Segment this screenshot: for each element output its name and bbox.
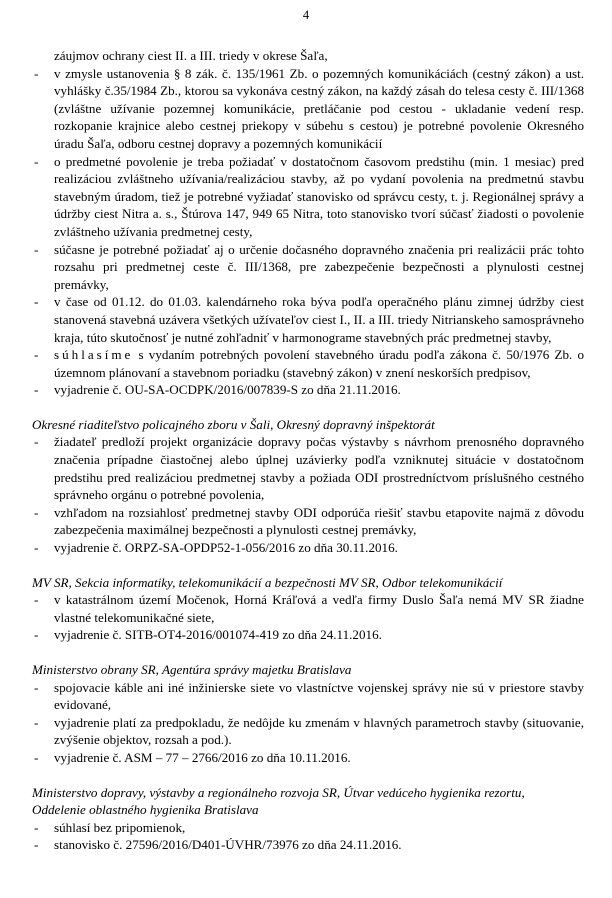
list-item-reference: - vyjadrenie č. OU-SA-OCDPK/2016/007839-S zo dňa 21.11.2016. — [34, 382, 401, 398]
list-item-agreement: - súhlasíme s vydaním potrebných povolení stavebného úradu podľa zákona č. 50/1976 Zb. o územnom plánovaní a stavebnom poriadku (stavebný zákon) v znení neskorších predpisov, — [34, 347, 584, 380]
list-item-reference: - vyjadrenie č. ASM – 77 – 2766/2016 zo dňa 10.11.2016. — [34, 749, 351, 765]
section-md-sr — [32, 784, 584, 854]
list-item-reference: - stanovisko č. 27596/2016/D401-ÚVHR/73976 zo dňa 24.11.2016. — [34, 837, 402, 853]
section-heading: Okresné riaditeľstvo policajného zboru v Šali, Okresný dopravný inšpektorát — [32, 416, 435, 432]
section-cestna-doprava — [32, 65, 584, 399]
list-item: - spojovacie káble ani iné inžinierske siete vo vlastníctve vojenskej správy nie sú v priestore stavby evidované, — [34, 679, 584, 713]
list-item: - v čase od 01.12. do 01.03. kalendárneho roka býva podľa operačného plánu zimnej údržby ciest stanovená stavebná uzávera všetkých užívateľov ciest I., II. a III. triedy Nitrianskeho samosprávneho kraja, túto skutočnosť je nutné zohľadniť v harmonograme stavebných prác predmetnej stavby, — [34, 294, 584, 345]
section-heading: Ministerstvo dopravy, výstavby a regionálneho rozvoja SR, Útvar vedúceho hygienika rezortu, — [32, 784, 525, 800]
list-item: - o predmetné povolenie je treba požiadať v dostatočnom časovom predstihu (min. 1 mesiac) pred realizáciou zvláštneho užívania/realizáciou stavby, až po vydaní povolenia na predmetnú stavbu stavebným úradom, tiež je potrebné vyžiadať stanovisko od správcu cesty, t. j. Regionálnej správy a údržby ciest Nitra a. s., Štúrova 147, 949 65 Nitra, toto stanovisko tvorí súčasť žiadosti o povolenie zvláštneho užívania predmetnej cesty, — [34, 153, 584, 239]
list-item: - žiadateľ predloží projekt organizácie dopravy počas výstavby s návrhom prenosného dopravného značenia prípadne čiastočnej alebo úplnej uzávierky podľa vzniknutej situácie v dostatočnom predstihu pred realizáciou predmetnej stavby a požiada ODI prostredníctvom príslušného cestného správneho orgánu o potrebné povolenia, — [34, 434, 584, 503]
list-item-reference: - vyjadrenie č. ORPZ-SA-OPDP52-1-056/2016 zo dňa 30.11.2016. — [34, 540, 398, 556]
list-item-reference: - vyjadrenie č. SITB-OT4-2016/001074-419 zo dňa 24.11.2016. — [34, 627, 382, 643]
section-mo-sr — [32, 661, 584, 767]
section-heading: Ministerstvo obrany SR, Agentúra správy majetku Bratislava — [32, 662, 352, 677]
section-heading-line2: Oddelenie oblastného hygienika Bratislava — [32, 802, 259, 818]
intro-continuation: záujmov ochrany ciest II. a III. triedy v okrese Šaľa, — [54, 48, 328, 63]
list-item: - súčasne je potrebné požiadať aj o určenie dočasného dopravného značenia pri realizácii prác tohto rozsahu pri predmetnej ceste č. III/1368, pre zabezpečenie bezpečnosti a plynulosti cestnej premávky, — [34, 241, 584, 292]
section-policia — [32, 416, 584, 557]
agree-word: súhlasíme — [54, 347, 134, 363]
section-heading: MV SR, Sekcia informatiky, telekomunikácií a bezpečnosti MV SR, Odbor telekomunikácií — [32, 574, 503, 590]
list-item: - súhlasí bez pripomienok, — [34, 819, 186, 835]
list-item: - v katastrálnom území Močenok, Horná Kráľová a vedľa firmy Duslo Šaľa nemá MV SR žiadne vlastné telekomunikačné siete, — [34, 592, 584, 625]
list-item: - vyjadrenie platí za predpokladu, že nedôjde ku zmenám v hlavných parametroch stavby (situovanie, zvýšenie objektov, rozsah a pod.). — [34, 714, 584, 748]
page-number: 4 — [302, 8, 310, 22]
list-item: - v zmysle ustanovenia § 8 zák. č. 135/1961 Zb. o pozemných komunikáciách (cestný zákon) a ust. vyhlášky č.35/1984 Zb., ktorou sa vykonáva cestný zákon, na každý zásah do telesa cesty č. III/1368 (zvláštne užívanie pozemnej komunikácie, pretláčanie pod cestou - ukladanie vedení resp. rozkopanie krajnice alebo cestnej priekopy v súbehu s cestou) je potrebné povolenie Okresného úradu Šaľa, odboru cestnej dopravy a pozemných komunikácií — [34, 65, 584, 151]
list-item: - vzhľadom na rozsiahlosť predmetnej stavby ODI odporúča riešiť stavbu etapovite najmä z dôvodu zabezpečenia maximálnej bezpečnosti a plynulosti cestnej premávky, — [34, 504, 584, 538]
page-content — [32, 47, 584, 854]
section-mv-sr — [32, 574, 584, 644]
